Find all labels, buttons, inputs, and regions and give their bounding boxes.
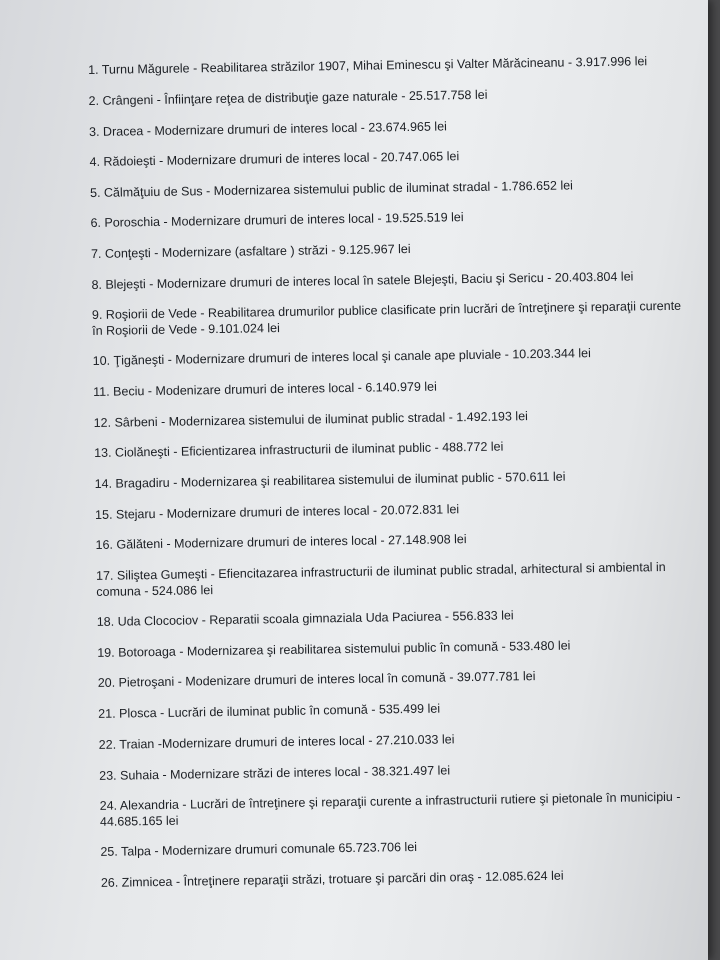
list-item: 6. Poroschia - Modernizare drumuri de interes local - 19.525.519 lei (90, 210, 464, 230)
list-item: 15. Stejaru - Modernizare drumuri de interes local - 20.072.831 lei (95, 502, 460, 522)
list-item: 21. Plosca - Lucrări de iluminat public în comună - 535.499 lei (98, 701, 441, 721)
list-item: 17. Siliştea Gumeşti - Efiencitazarea infrastructurii de iluminat public stradal, arhitectural si ambiental in comuna - 524.086 lei (95, 559, 666, 599)
list-item: 18. Uda Clocociov - Reparatii scoala gimnaziala Uda Paciurea - 556.833 lei (96, 608, 514, 629)
list-item: 13. Ciolăneşti - Eficientizarea infrastructurii de iluminat public - 488.772 lei (94, 439, 504, 460)
list-item: 10. Ţigăneşti - Modernizare drumuri de interes local şi canale ape pluviale - 10.203.344 lei (92, 346, 591, 368)
list-item: 4. Rădoieşti - Modernizare drumuri de interes local - 20.747.065 lei (89, 149, 460, 169)
list-item: 26. Zimnicea - Întreţinere reparaţii străzi, trotuare şi parcări din oraş - 12.085.624 lei (100, 868, 564, 890)
list-item: 11. Beciu - Modenizare drumuri de interes local - 6.140.979 lei (93, 379, 437, 399)
list-item: 2. Crângeni - Înfiinţare reţea de distribuţie gaze naturale - 25.517.758 lei (88, 87, 488, 108)
list-item: 23. Suhaia - Modernizare străzi de interes local - 38.321.497 lei (99, 763, 451, 783)
list-item: 8. Blejeşti - Modernizare drumuri de interes local în satele Blejeşti, Baciu şi Sericu - 20.403.804 lei (91, 269, 634, 292)
list-item: 5. Călmăţuiu de Sus - Modernizarea sistemului public de iluminat stradal - 1.786.652 lei (89, 178, 573, 200)
list-item: 1. Turnu Măgurele - Reabilitarea străzilor 1907, Mihai Eminescu şi Valter Mărăcineanu - 3.917.996 lei (88, 54, 648, 77)
list-item: 22. Traian -Modernizare drumuri de interes local - 27.210.033 lei (98, 732, 455, 752)
list-item: 20. Pietroşani - Modenizare drumuri de interes local în comună - 39.077.781 lei (97, 669, 536, 690)
list-item: 25. Talpa - Modernizare drumuri comunale 65.723.706 lei (100, 839, 418, 859)
list-item: 7. Conţeşti - Modernizare (asfaltare ) străzi - 9.125.967 lei (90, 241, 411, 261)
list-item: 14. Bragadiru - Modernizarea şi reabilitarea sistemului de iluminat public - 570.611 lei (94, 469, 566, 491)
list-item: 9. Roşiorii de Vede - Reabilitarea drumurilor publice clasificate prin lucrări de întreţinere şi reparaţii curente în Roşiorii de Vede - 9.101.024 lei (91, 298, 682, 338)
list-item: 12. Sârbeni - Modernizarea sistemului de iluminat public stradal - 1.492.193 lei (93, 409, 528, 430)
project-list (88, 53, 701, 891)
list-item: 16. Gălăteni - Modernizare drumuri de interes local - 27.148.908 lei (95, 532, 467, 552)
list-item: 3. Dracea - Modernizare drumuri de interes local - 23.674.965 lei (88, 119, 447, 139)
list-item: 19. Botoroaga - Modernizarea şi reabilitarea sistemului public în comună - 533.480 lei (97, 638, 571, 660)
list-item: 24. Alexandria - Lucrări de întreţinere şi reparaţii curente a infrastructurii rutiere şi pietonale în municipiu - 44.685.165 lei (99, 789, 681, 829)
